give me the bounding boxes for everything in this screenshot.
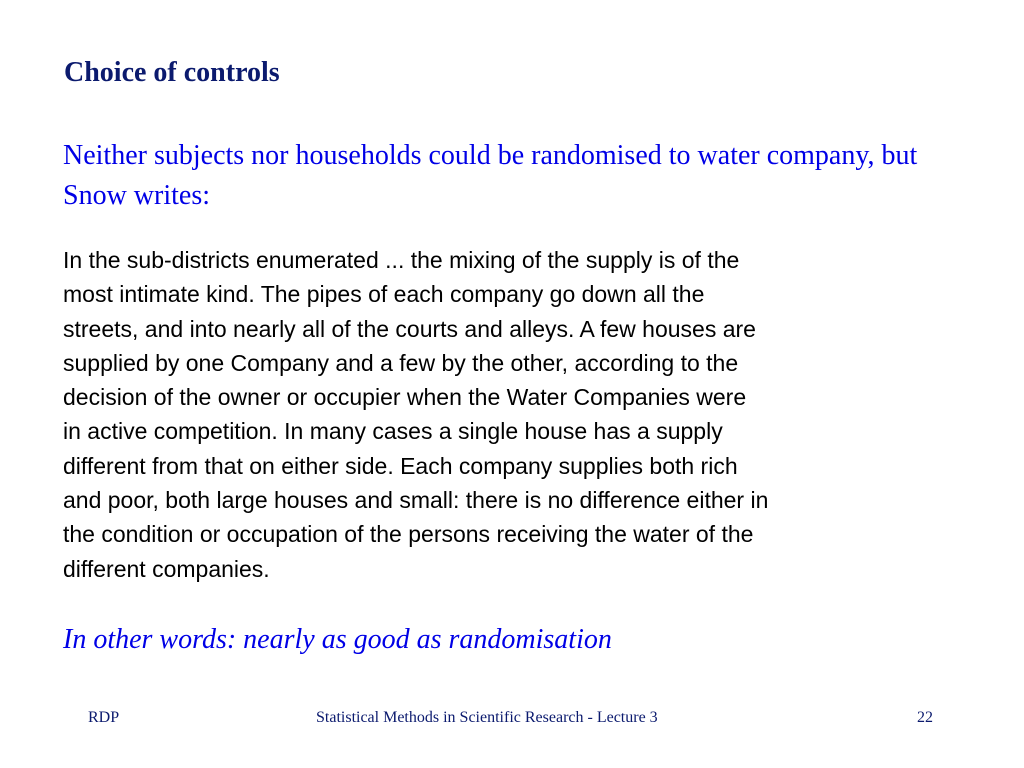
slide-title: Choice of controls	[64, 57, 280, 88]
quote-line: In the sub-districts enumerated ... the mixing of the supply is of the	[63, 247, 740, 273]
conclusion-text: In other words: nearly as good as randomisation	[63, 624, 612, 655]
quote-line: the condition or occupation of the persons receiving the water of the	[63, 521, 754, 548]
quote-line: streets, and into nearly all of the courts and alleys. A few houses are	[63, 315, 756, 342]
footer-author: RDP	[88, 709, 120, 726]
quote-line: different from that on either side. Each company supplies both rich	[63, 452, 738, 479]
quote-line: most intimate kind. The pipes of each company go down all the	[63, 281, 705, 308]
footer-course-title: Statistical Methods in Scientific Research - Lecture 3	[316, 709, 658, 726]
intro-text: Neither subjects nor households could be randomised to water company, but Snow writes:	[63, 140, 918, 211]
quote-line: different companies.	[63, 555, 270, 582]
quote-line: decision of the owner or occupier when the Water Companies were	[63, 384, 747, 411]
quote-line: supplied by one Company and a few by the other, according to the	[63, 349, 739, 376]
footer-page-number: 22	[917, 709, 933, 726]
quote-line: and poor, both large houses and small: there is no difference either in	[63, 487, 769, 514]
quote-line: in active competition. In many cases a single house has a supply	[63, 418, 723, 445]
snow-quote	[63, 243, 973, 586]
